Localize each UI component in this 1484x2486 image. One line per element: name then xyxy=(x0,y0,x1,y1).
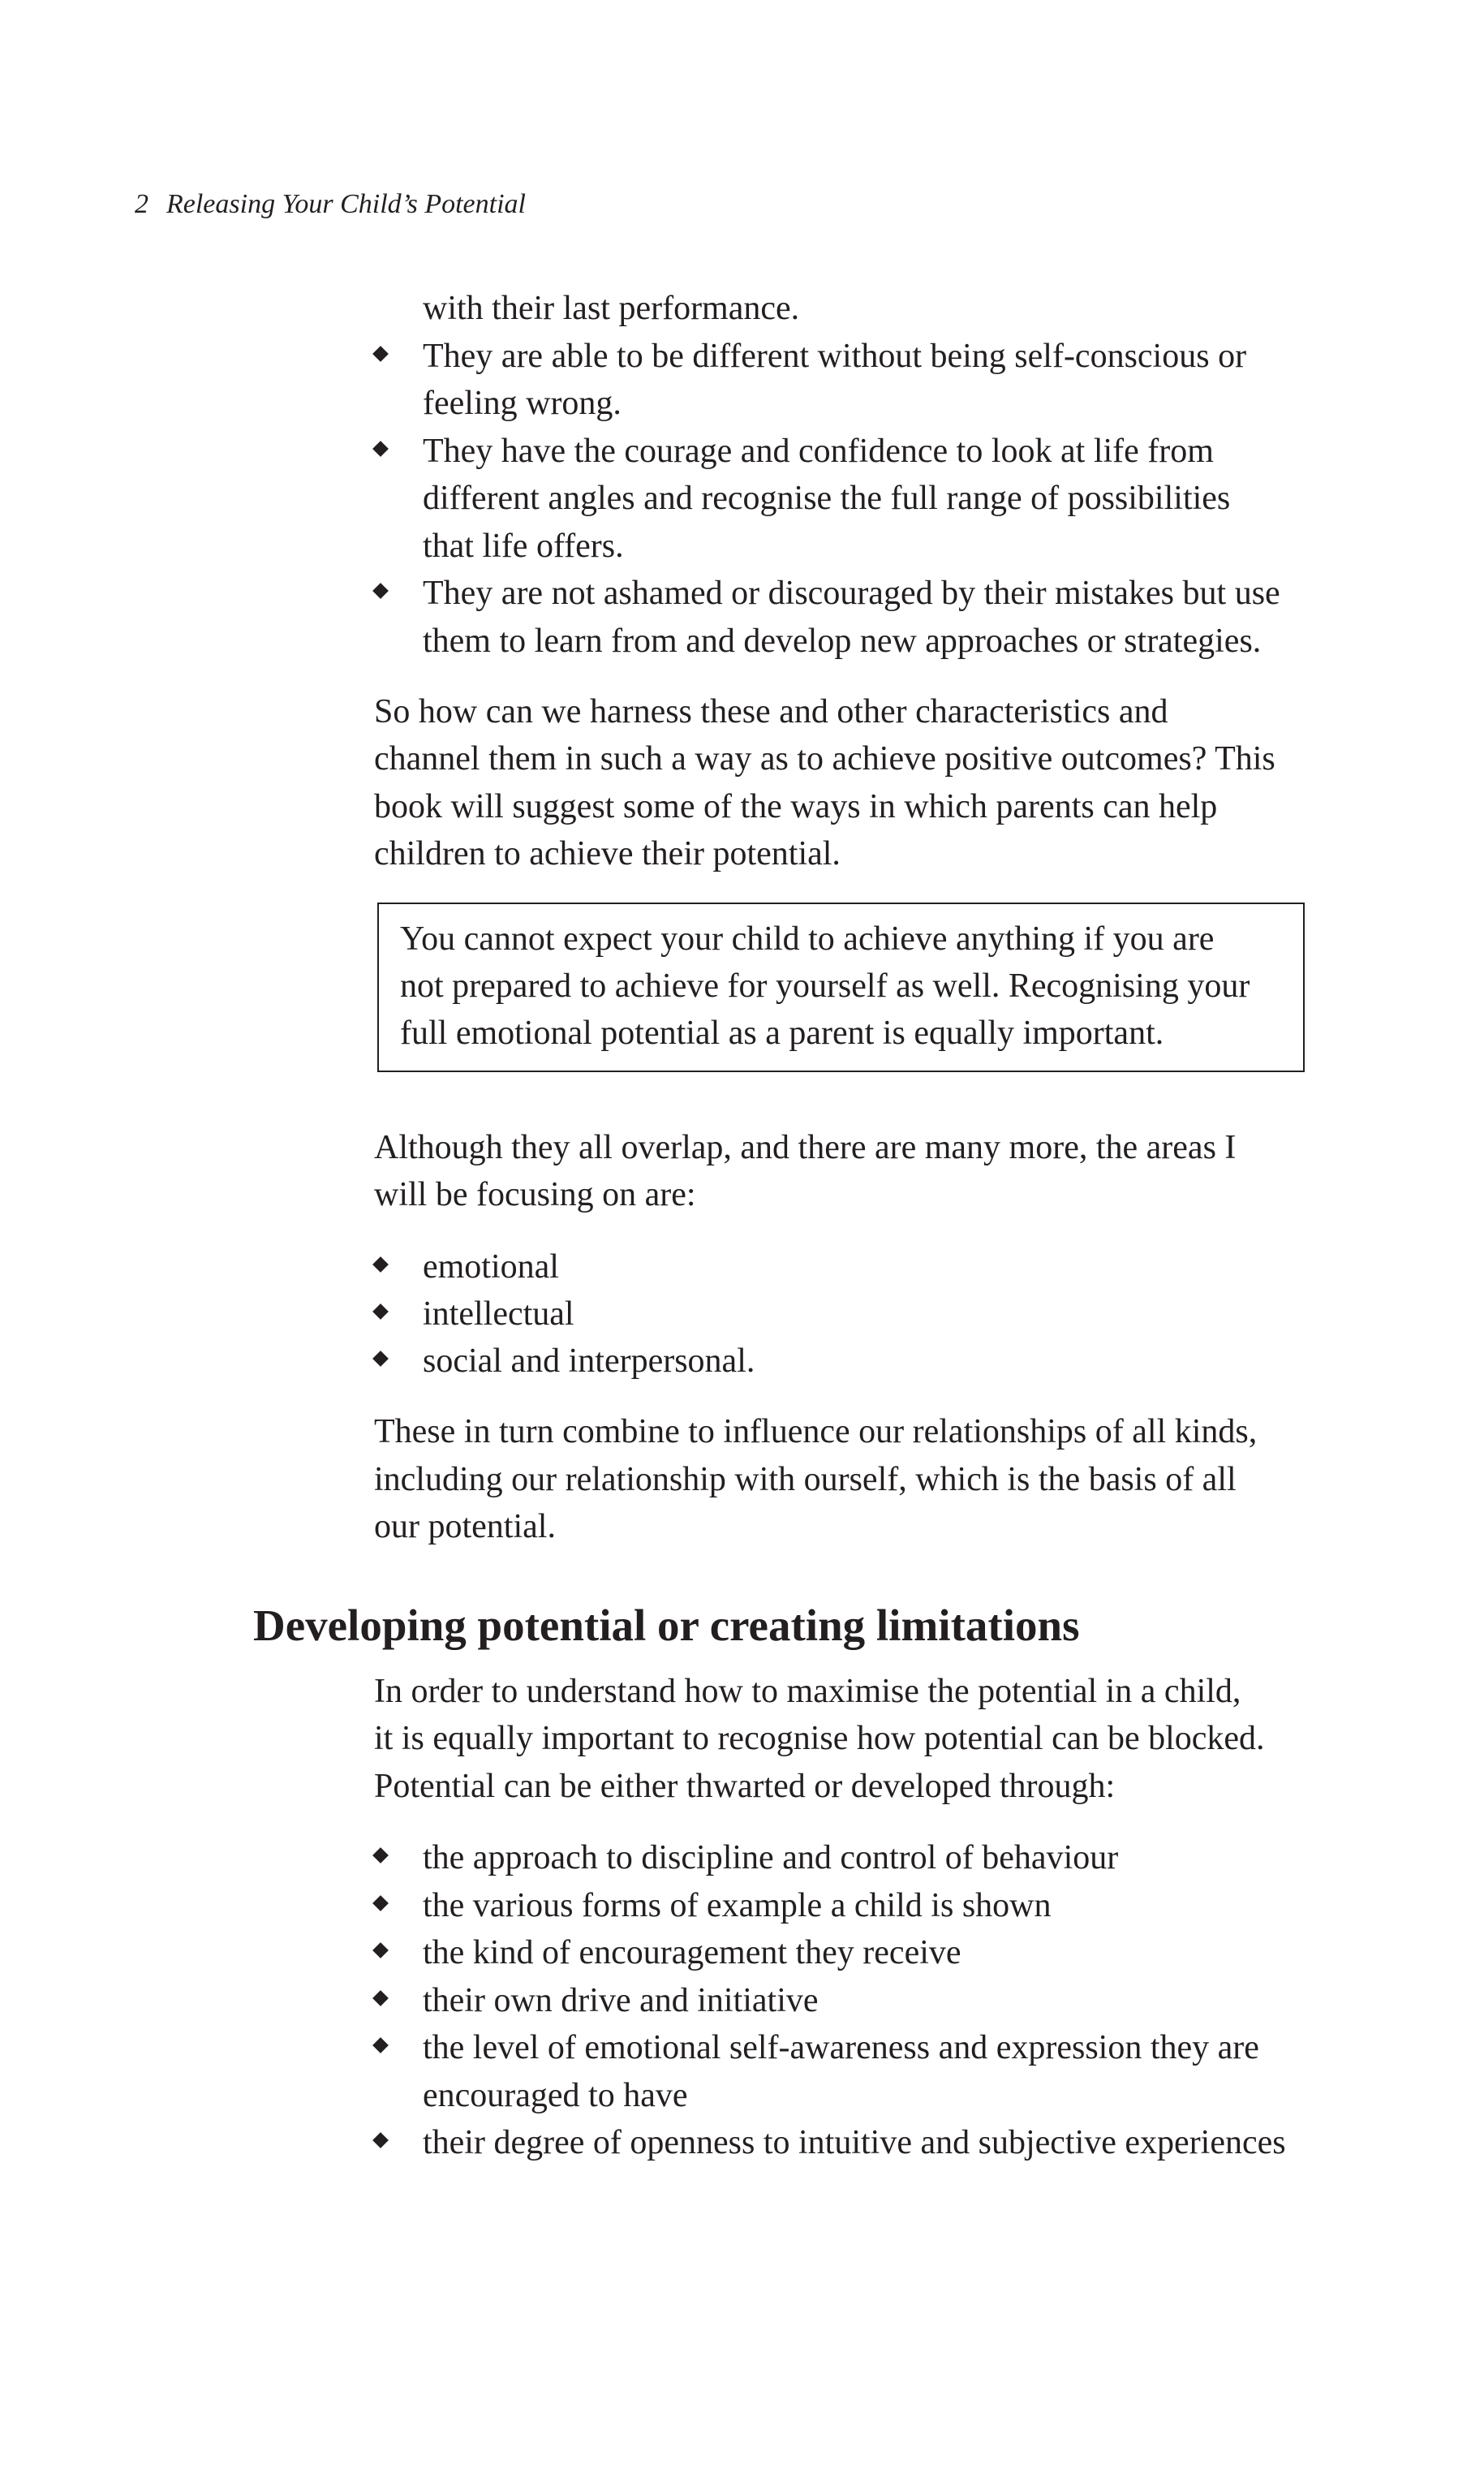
paragraph-line: These in turn combine to influence our relationships of all kinds, xyxy=(374,1413,1258,1450)
paragraph-line: children to achieve their potential. xyxy=(374,835,841,872)
bullet-icon xyxy=(372,1256,389,1273)
callout-line: You cannot expect your child to achieve anything if you are xyxy=(400,920,1215,958)
paragraph-line: it is equally important to recognise how potential can be blocked. xyxy=(374,1720,1265,1757)
list-item-line: the various forms of example a child is shown xyxy=(423,1887,1052,1924)
bullet-icon xyxy=(372,1847,389,1863)
list-item: intellectual xyxy=(423,1295,574,1333)
bullet-icon xyxy=(372,583,389,599)
paragraph-line: In order to understand how to maximise the potential in a child, xyxy=(374,1673,1241,1710)
callout-line: full emotional potential as a parent is equally important. xyxy=(400,1015,1164,1052)
paragraph-line: book will suggest some of the ways in which parents can help xyxy=(374,788,1218,825)
section-heading: Developing potential or creating limitations xyxy=(253,1601,1080,1650)
list-item-line: encouraged to have xyxy=(423,2077,688,2114)
paragraph-line: Although they all overlap, and there are many more, the areas I xyxy=(374,1129,1237,1166)
continuation-line: with their last performance. xyxy=(423,290,800,327)
bullet-icon xyxy=(372,1895,389,1911)
list-item-line: them to learn from and develop new approaches or strategies. xyxy=(423,623,1262,660)
list-item-line: their degree of openness to intuitive and subjective experiences xyxy=(423,2124,1286,2161)
book-title: Releasing Your Child’s Potential xyxy=(166,189,526,219)
callout-box xyxy=(377,903,1305,1072)
list-item-line: that life offers. xyxy=(423,528,624,565)
list-item-line: They have the courage and confidence to look at life from xyxy=(423,433,1214,470)
paragraph-line: including our relationship with ourself, which is the basis of all xyxy=(374,1461,1237,1498)
callout-line: not prepared to achieve for yourself as well. Recognising your xyxy=(400,967,1250,1005)
paragraph-line: will be focusing on are: xyxy=(374,1176,696,1213)
list-item-line: They are not ashamed or discouraged by their mistakes but use xyxy=(423,575,1280,612)
bullet-icon xyxy=(372,2132,389,2148)
bullet-icon xyxy=(372,346,389,362)
list-item-line: the kind of encouragement they receive xyxy=(423,1934,961,1971)
bullet-icon xyxy=(372,1303,389,1320)
running-head xyxy=(135,188,526,221)
list-item-line: feeling wrong. xyxy=(423,385,622,422)
list-item-line: They are able to be different without being self-conscious or xyxy=(423,338,1247,375)
list-item-line: the approach to discipline and control of behaviour xyxy=(423,1839,1119,1876)
list-item: emotional xyxy=(423,1248,559,1286)
page-number: 2 xyxy=(135,189,148,219)
list-item: social and interpersonal. xyxy=(423,1342,755,1380)
callout-text xyxy=(400,916,1250,1057)
bullet-icon xyxy=(372,2037,389,2053)
bullet-icon xyxy=(372,1990,389,2006)
bullet-icon xyxy=(372,441,389,457)
list-item-line: the level of emotional self-awareness and expression they are xyxy=(423,2029,1259,2066)
list-item-line: different angles and recognise the full range of possibilities xyxy=(423,480,1231,517)
paragraph-line: Potential can be either thwarted or developed through: xyxy=(374,1768,1116,1805)
bullet-icon xyxy=(372,1351,389,1367)
list-item-line: their own drive and initiative xyxy=(423,1982,819,2019)
paragraph-line: channel them in such a way as to achieve positive outcomes? This xyxy=(374,740,1275,778)
paragraph-line: So how can we harness these and other characteristics and xyxy=(374,693,1168,730)
paragraph-line: our potential. xyxy=(374,1508,556,1545)
bullet-icon xyxy=(372,1942,389,1958)
